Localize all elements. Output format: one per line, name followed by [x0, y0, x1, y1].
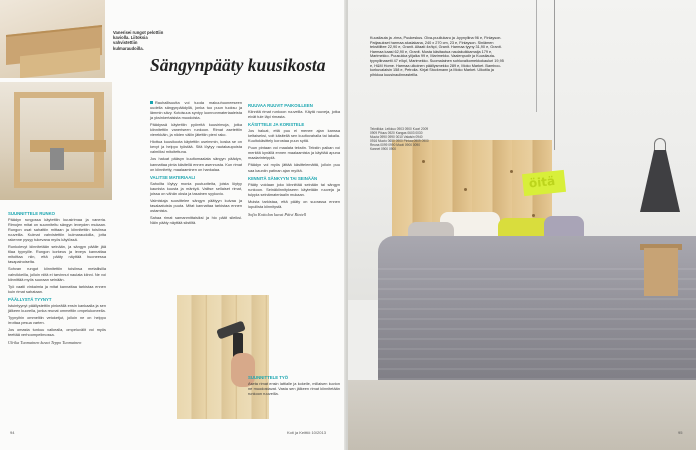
paragraph: Puun pintaan voi maalata tekstin. Tekstin paikan voi merkitä kynällä ennen maalaamista ja käyttää apuna maalarinteippiä. — [248, 145, 340, 161]
text-column-2 — [150, 100, 242, 227]
paragraph: Runkolevyt kiinnitetään seinään, ja sängyn päälle jää tilaa tyynyille. Rungon korkeus ja leveys kannattaa mitoittaa niin, että pääty näyttää huoneessa tasapainoiselta. — [8, 244, 106, 265]
photo-stool — [644, 248, 678, 296]
photo-bracket — [50, 148, 64, 170]
section-heading: VALITSE MATERIAALI — [150, 174, 196, 180]
article-title: Sängynpääty kuusikosta — [150, 55, 326, 75]
neon-sign — [522, 170, 566, 196]
photo-slat — [30, 140, 106, 152]
product-credits: Kuusilauta ja -rima, Puukeskus. Oiva-puuliukaru ja -kyynyliina 96 e, Finlayson. Patjasukset harmaa aluslakana, 240 x 270 cm, 23 e, Finlayson. Siniämen tekstiilitee 22,90 e, Granit. Altaati 4e/kpl, Granit. Harmaa tyyny 31,90 e, Granit. Harmaa kaasi 62,90 e, Granit. Musta käsitautua naulakuikkamaija 179 e, Marimekko. Puusukka ylijalka 99 e, Marimekko. Vaalenpudir ja Kuusilauta-tyynyliinasetti 47 e/kpl, Marimekko. Suomalainen sohluvalkomekkokauluri 19,95 e, H&M Home. Harmaa ulkoinen päällysmekko 289 e, Moko Market. Bamboo-korkuvalaisin 158 e, Petrolia. Kirjat Stockmann ja Moko Market. Ulkotila ja pihkkoa kuusinaulinnasteilla. — [370, 36, 504, 77]
paragraph: Päädyssä käytettiin pyöreitä kuusirimoja, jotka kiinnitettiin vaneriseen runkoon. Rimat asetettiin vierekkäin, ja niiden väliin jätettiin pieni rako. — [150, 122, 242, 138]
paragraph — [150, 100, 242, 120]
section-heading: SUUNNITTELE RUNKO — [8, 211, 56, 216]
text-column-1 — [8, 208, 106, 345]
paragraph: Sohvan rungot kiinnitettiin toisiinsa metallisilla vahvikkeilla, jolloin niitä ei tarvinnut naulata kiinni. Ne voi kiinnittää myös suoraan seinään. — [8, 266, 106, 282]
paragraph: Sahaa rimat samanmittaisiksi ja hio päät sileiksi. Näin pääty näyttää siistiltä. — [150, 214, 242, 225]
photo-knot — [464, 188, 467, 191]
text-column-3 — [248, 100, 340, 217]
byline: Sofia Kotiolan kuvat Päivi Rintell — [248, 211, 306, 217]
right-page — [348, 0, 696, 450]
page-number: 95 — [678, 430, 683, 435]
photo-knot — [510, 170, 513, 173]
paragraph: Jos haluat, että puu ei menee ajan kanssa keltaiseksi, voit käsitellä sen kuultovahalla tai lakalla. Kuultokäsittely korostaa puun syitä. — [248, 128, 340, 144]
paragraph: Työ vaatii vinkaimia ja mitat kannattaa tarkistaa ennen kuin rimat sahataan. — [8, 283, 106, 294]
product-credits-small: Tekniikka: Leikkuu 0903 0900 Kuori 2009 0909 Pituus 0920 Kangas 0603 0030 Muuta 0990 0990 0010 Valaisin 0940 0916 Muoto 0600 0900 Pintaa 0909 0900 Reuna 0099 0990 Muoti 0900 0090 Kannet 0900 0900 — [370, 127, 429, 151]
photo-knot — [532, 214, 535, 217]
photo-frame-construction — [0, 0, 105, 78]
paragraph: Istuintyynyt päällystettiin pinkeällä ensin kankaalla ja sen jälkeen kuorella, jonka reunat ommeltiin ompelukoneella. — [8, 302, 106, 313]
paragraph: Muista tarkistaa, että pääty on suorassa ennen lopullista kiinnitystä. — [248, 198, 340, 209]
paragraph: Jos omasta tunkuu valkealla, ompeluvälit voi myös teettää verhoompelimossa. — [8, 326, 106, 337]
neon-sign-text: öitä — [528, 173, 556, 191]
photo-frame-corner — [0, 82, 112, 200]
magazine-footer: Koti ja Keittiö 10/2013 — [287, 430, 326, 435]
photo-floor — [348, 380, 696, 450]
paragraph: Jos haluat pääsyn kuultomaalata sängyn päädyn, kannattaa pinta käsitellä ennen asennusta. Kun rimat on kiinnitetty, maalaaminen on hankalaa. — [150, 156, 242, 172]
text-column-2-end — [248, 372, 340, 398]
section-heading: RUUVAA RUUVIT PAIKOILLEEN — [248, 103, 313, 108]
photo-lamp-cable — [536, 0, 537, 112]
paragraph: Tyynyihin ommeltiin vetoketjut, jolloin ne on helppo irrottaa pesua varten. — [8, 314, 106, 325]
photo-lamp-cable — [554, 0, 555, 150]
section-heading: KÄSITTELE JA KORISTELE — [248, 122, 305, 128]
paragraph: Sahoilta löytyy monia puutuotteita, joista löytyy kaunista kuusta ja mäntyä. Valitse sellaiset rimat, joissa on vähän oksia ja tasainen syykuvio. — [150, 180, 242, 196]
byline: Ulrika Tuomainen kuvat Teppo Tuomainen — [8, 340, 82, 346]
photo-knot — [422, 160, 425, 163]
left-page — [0, 0, 346, 450]
paragraph: Aseta rimat ensin lattialle ja kokeile, millaisen kuvion ne muodostavat. Vasta sen jälkeen rimat kiinnitetään runkoon ruuveilla. — [248, 381, 340, 397]
section-heading: KIINNITÄ SÄNKYYN TAI SEINÄÄN — [248, 175, 318, 181]
paragraph: Päädyn voi myös jättää käsittelemättä, jolloin puu saa kauniin patinan ajan myötä. — [248, 162, 340, 173]
paragraph: Pääty voidaan joko kiinnittää seinään tai sängyn runkoon. Seinäkiinnitykseen käytetään ruuveja ja tulppia seinämateriaalin mukaan. — [248, 181, 340, 197]
lead-marker-icon — [150, 101, 153, 104]
paragraph: Valmistaja suosittelee sängyn päätyyn kuivaa ja tasalaatuista puuta. Mitat kannattaa tarkistaa ennen ostamista. — [150, 197, 242, 213]
photo-caption: Vanerisei rungot pelottiin kaviolla. Liitoksia vahvistettiin kulmaraudoilla. — [113, 30, 164, 51]
paragraph: Hiottua kuusikoota käytettiin useimmin, koska se on kevyt ja helppo työstää. Sitä löytyy rautakaupoista valmiiksi mitoitettuna. — [150, 139, 242, 155]
photo-hanger — [654, 138, 666, 150]
paragraph: Kiinnitä rimat runkoon ruuveilla. Käytä ruuveja, jotka eivät tule läpi rimasta. — [248, 109, 340, 120]
section-heading: SUUNNITTELE TYÖ — [248, 375, 289, 380]
paragraph: Päädyn rungossa käytettiin kuusirimaa ja vaneria. Rimojen mitat on suunniteltu sängyn leveyden mukaan. Rungon osat sahattiin mittaan ja kiinnitettiin toisiinsa ruuveilla. Kulmat vahvistettiin kulmaraudoilla, jotta rakenne pysyy tukevana myös käytössä. — [8, 217, 106, 243]
photo-drilling — [177, 295, 269, 419]
lead-text: Rauhallisuutta voi tuoda makuuhuoneeseen uudella sängynpäädyllä, jonka tuo puun tuoksu ja lämmin sävy. Kotoisuus syntyy luonnonmateriaaleista ja yksinkertaisista muodoista. — [150, 100, 242, 121]
section-heading: PÄÄLLYSTÄ TYYNYT — [8, 296, 52, 302]
page-number: 94 — [10, 430, 15, 435]
